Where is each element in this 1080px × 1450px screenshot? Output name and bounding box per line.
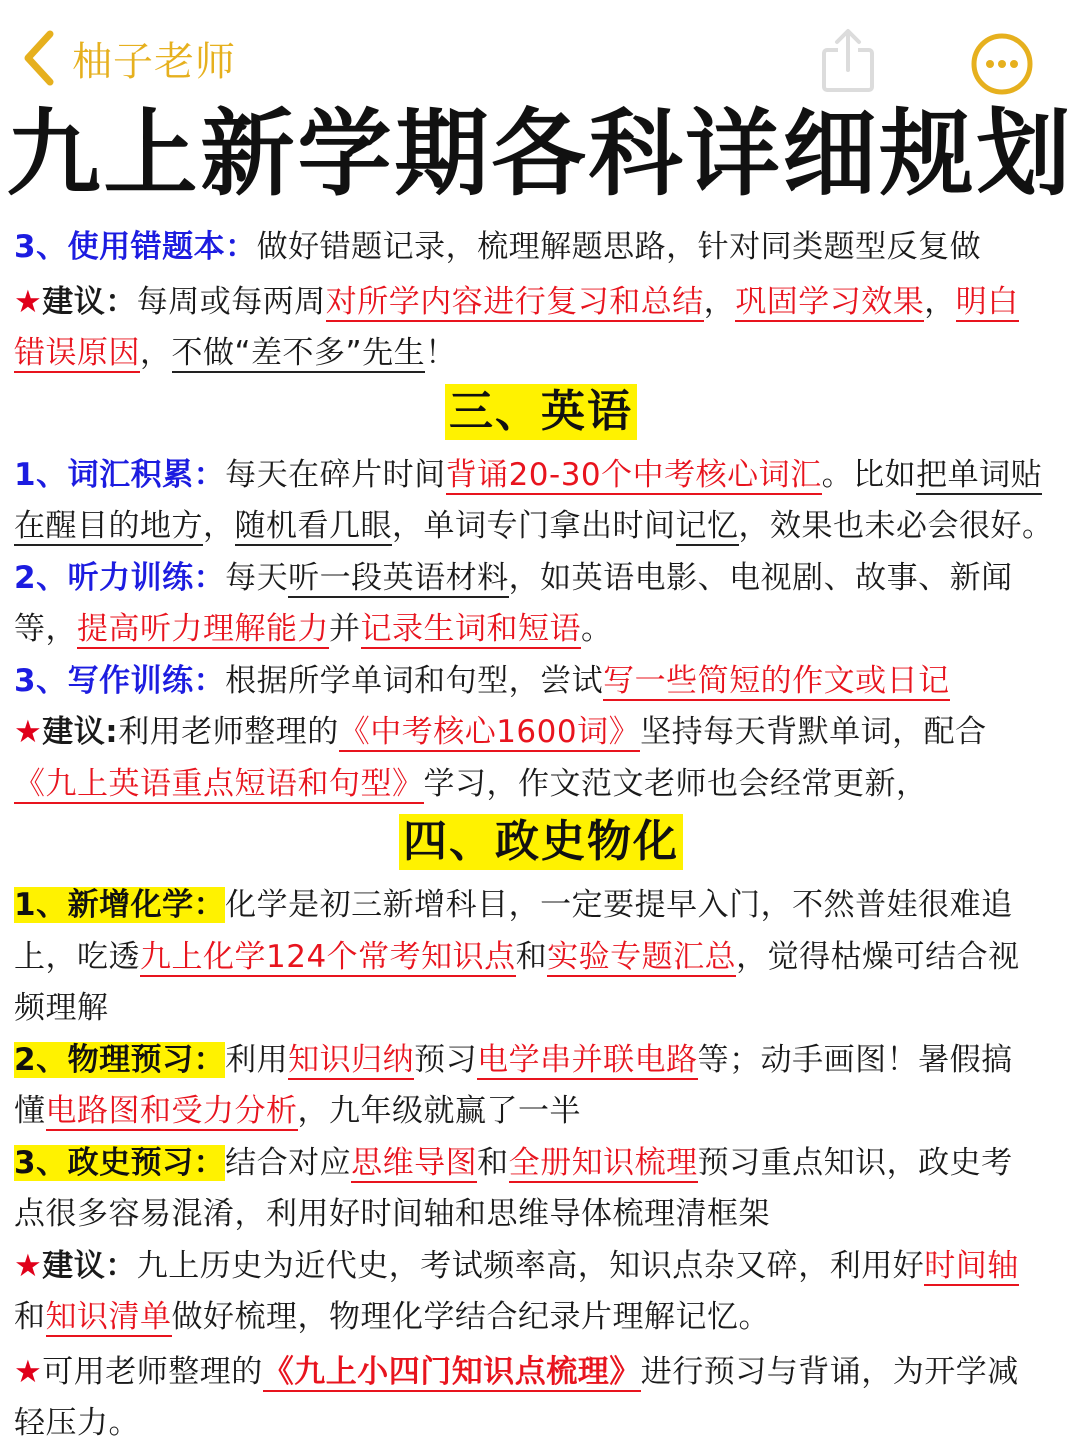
red-highlight: 背诵20-30个中考核心词汇 — [445, 456, 822, 493]
english-advice-cont — [14, 759, 1068, 811]
english-item-1-cont — [14, 501, 1068, 553]
red-highlight: 《中考核心1600词》 — [338, 714, 641, 750]
item-text: 每天在碎片时间 — [225, 456, 446, 493]
heading-text: 四、政史物化 — [399, 814, 683, 870]
red-highlight: 对所学内容进行复习和总结 — [325, 283, 704, 320]
underlined-text: 听一段英语材料 — [288, 559, 509, 596]
english-advice — [14, 707, 1068, 759]
red-highlight: 时间轴 — [924, 1247, 1019, 1284]
advice-label: 建议： — [42, 283, 137, 320]
advice-text: 做好梳理，物理化学结合纪录片理解记忆。 — [171, 1299, 770, 1335]
social-item-3 — [14, 1138, 1068, 1190]
item-text: 。 — [581, 611, 613, 647]
item-text: ，单词专门拿出时间 — [392, 508, 676, 544]
social-item-1-cont2 — [14, 983, 1068, 1035]
social-item-2-cont — [14, 1086, 1068, 1138]
item-text: 预习 — [414, 1041, 478, 1078]
item-text: ，效果也未必会很好。 — [738, 508, 1054, 544]
author-name: 柚子老师 — [72, 38, 236, 85]
red-highlight: 电路图和受力分析 — [45, 1093, 298, 1129]
page-title: 九上新学期各科详细规划 — [6, 100, 1074, 209]
separator: ， — [924, 283, 956, 320]
separator: ， — [703, 283, 736, 320]
red-highlight: 九上化学124个常考知识点 — [140, 938, 516, 975]
item-label: 1、词汇积累： — [14, 456, 226, 493]
item-text: 点很多容易混淆，利用好时间轴和思维导体梳理清框架 — [14, 1196, 770, 1232]
share-icon — [818, 26, 878, 96]
red-highlight: 电学串并联电路 — [477, 1041, 698, 1078]
star-icon: ★ — [14, 1353, 43, 1390]
math-item-3 — [14, 222, 1068, 274]
advice-text: 学习，作文范文老师也会经常更新， — [423, 765, 928, 802]
red-highlight: 写一些简短的作文或日记 — [603, 662, 950, 699]
advice-text: 九上历史为近代史，考试频率高，知识点杂又碎，利用好 — [136, 1247, 925, 1284]
english-item-3 — [14, 656, 1068, 708]
separator: ， — [140, 335, 172, 371]
article-body — [14, 222, 1068, 1450]
item-text: 。比如 — [821, 456, 917, 493]
item-label: 2、听力训练： — [14, 559, 226, 596]
english-item-2-cont — [14, 604, 1068, 656]
item-label: 2、物理预习： — [14, 1041, 226, 1078]
item-text: 结合对应 — [225, 1144, 352, 1181]
advice-label: 建议： — [42, 1247, 137, 1284]
math-advice-cont — [14, 328, 1068, 380]
english-item-1 — [14, 450, 1068, 502]
item-text: 并 — [329, 611, 361, 647]
star-icon: ★ — [14, 714, 43, 750]
chevron-left-icon — [18, 28, 58, 88]
item-text: 化学是初三新增科目，一定要提早入门，不然普娃很难追 — [225, 887, 1013, 923]
red-highlight: 知识清单 — [45, 1299, 172, 1335]
item-label: 1、新增化学： — [14, 887, 226, 923]
red-highlight: 全册知识梳理 — [508, 1144, 698, 1181]
red-highlight: 巩固学习效果 — [735, 283, 925, 320]
section-heading-social — [14, 814, 1068, 880]
social-final-note-cont — [14, 1398, 1068, 1450]
item-text: 和 — [515, 938, 548, 975]
math-advice — [14, 277, 1068, 329]
red-highlight: 知识归纳 — [288, 1041, 415, 1078]
advice-label: 建议: — [42, 714, 119, 750]
item-label: 3、政史预习： — [14, 1144, 226, 1181]
red-highlight: 错误原因 — [14, 335, 140, 371]
share-button[interactable] — [818, 26, 878, 100]
red-highlight: 《九上英语重点短语和句型》 — [14, 765, 424, 802]
red-highlight: 记录生词和短语 — [360, 611, 581, 647]
advice-text: 和 — [14, 1299, 46, 1335]
red-highlight: 思维导图 — [351, 1144, 478, 1181]
item-text: ，觉得枯燥可结合视 — [736, 938, 1020, 975]
item-text: 等；动手画图！暑假搞 — [697, 1041, 1013, 1078]
social-advice-cont — [14, 1292, 1068, 1344]
item-text: 根据所学单词和句型，尝试 — [225, 662, 604, 699]
social-final-note — [14, 1347, 1068, 1399]
item-text: ，如英语电影、电视剧、故事、新闻 — [508, 559, 1013, 596]
heading-text: 三、英语 — [445, 384, 637, 440]
underlined-text: 记忆 — [675, 508, 739, 544]
advice-text: 坚持每天背默单词，配合 — [640, 714, 987, 750]
item-text: 利用 — [225, 1041, 289, 1078]
note-text: 可用老师整理的 — [42, 1353, 263, 1390]
note-text: 轻压力。 — [14, 1405, 140, 1441]
underlined-text: 在醒目的地方 — [14, 508, 203, 544]
item-label: 3、写作训练： — [14, 662, 226, 699]
social-advice — [14, 1241, 1068, 1293]
star-icon: ★ — [14, 1247, 43, 1284]
red-highlight: 实验专题汇总 — [547, 938, 737, 975]
back-button[interactable] — [18, 28, 236, 88]
top-bar — [0, 0, 1080, 110]
item-text: 做好错题记录，梳理解题思路，针对同类题型反复做 — [256, 229, 982, 265]
advice-end: ！ — [425, 335, 457, 371]
underlined-text: 不做“差不多”先生 — [171, 335, 426, 371]
item-text: 预习重点知识，政史考 — [697, 1144, 1013, 1181]
advice-text: 每周或每两周 — [136, 283, 326, 320]
english-item-2 — [14, 553, 1068, 605]
note-text: 进行预习与背诵，为开学减 — [640, 1353, 1019, 1390]
social-item-1-cont — [14, 932, 1068, 984]
more-icon — [970, 32, 1034, 96]
social-item-3-cont — [14, 1189, 1068, 1241]
item-text: ， — [203, 508, 235, 544]
advice-text: 利用老师整理的 — [118, 714, 339, 750]
item-text: 每天 — [225, 559, 289, 596]
red-highlight: 提高听力理解能力 — [77, 611, 329, 647]
underlined-text: 把单词贴 — [916, 456, 1043, 493]
item-text: 和 — [477, 1144, 509, 1181]
item-label: 3、使用错题本： — [14, 229, 257, 265]
underlined-text: 随机看几眼 — [234, 508, 392, 544]
more-button[interactable] — [970, 32, 1034, 100]
item-text: ，九年级就赢了一半 — [297, 1093, 581, 1129]
item-text: 等， — [14, 611, 77, 647]
item-text: 懂 — [14, 1093, 46, 1129]
social-item-2 — [14, 1035, 1068, 1087]
star-icon: ★ — [14, 283, 43, 320]
red-highlight: 明白 — [955, 283, 1019, 320]
item-text: 频理解 — [14, 990, 109, 1026]
red-highlight: 《九上小四门知识点梳理》 — [262, 1353, 641, 1390]
social-item-1 — [14, 880, 1068, 932]
section-heading-english — [14, 384, 1068, 450]
item-text: 上，吃透 — [14, 938, 140, 975]
